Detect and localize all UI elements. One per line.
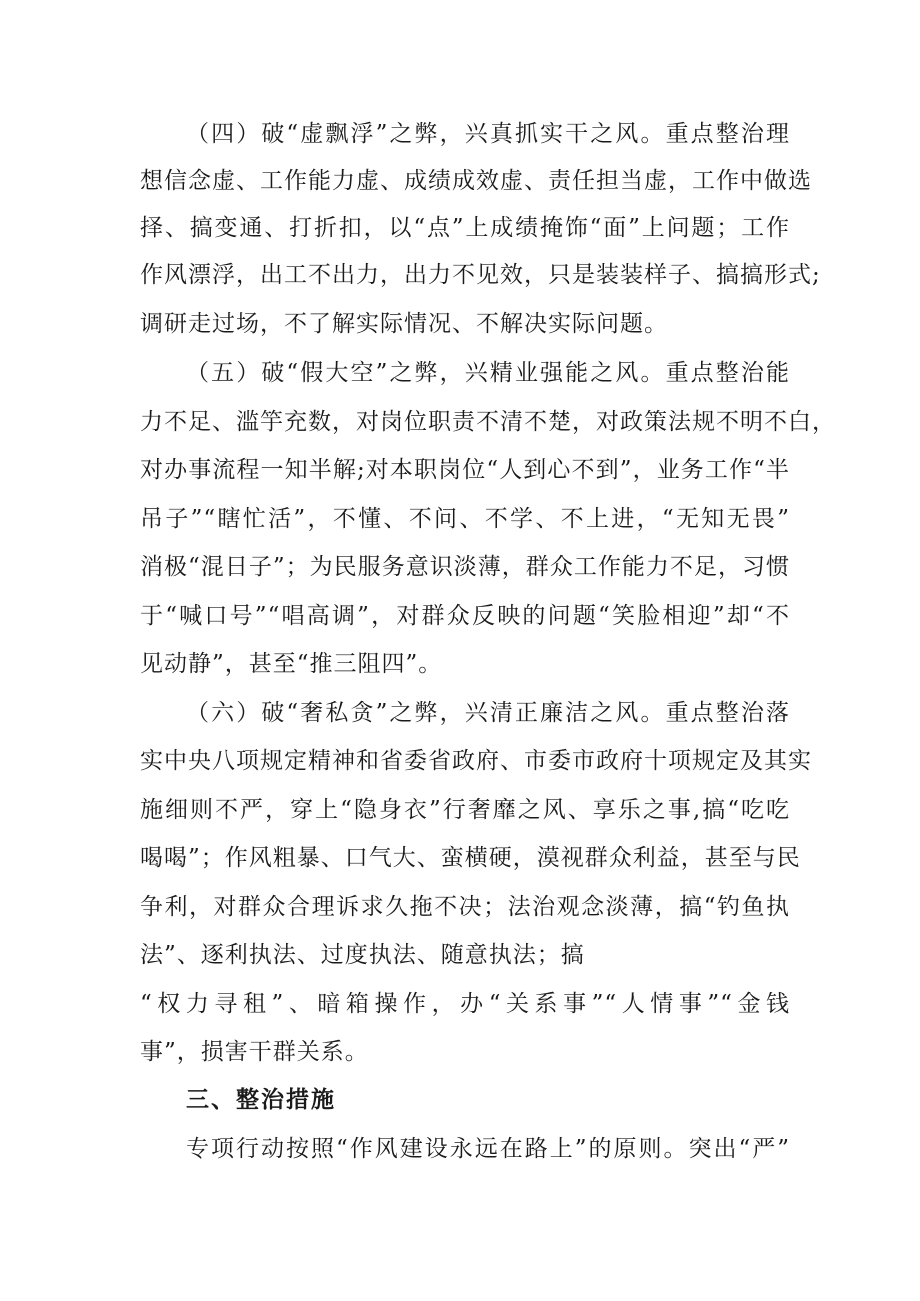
paragraph-6-line-6: 法”、逐利执法、过度执法、随意执法；搞 [140, 942, 585, 968]
paragraph-5-line-7: 见动静”，甚至“推三阻四”。 [140, 651, 443, 677]
paragraph-4-line-3: 择、搞变通、打折扣，以“点”上成绩掩饰“面”上问题；工作 [140, 215, 790, 241]
paragraph-6-line-1: （六）破“奢私贪”之弊，兴清正廉洁之风。重点整治落 [186, 700, 790, 726]
paragraph-4-line-1: （四）破“虚飘浮”之弊，兴真抓实干之风。重点整治理 [186, 121, 790, 147]
paragraph-4-line-2: 想信念虚、工作能力虚、成绩成效虚、责任担当虚，工作中做选 [140, 168, 812, 194]
paragraph-4-line-5: 调研走过场，不了解实际情况、不解决实际问题。 [140, 311, 668, 337]
measures-paragraph-line-1: 专项行动按照“作风建设永远在路上”的原则。突出“严” [186, 1136, 790, 1162]
paragraph-6-line-2: 实中央八项规定精神和省委省政府、市委市政府十项规定及其实 [140, 748, 812, 774]
paragraph-5-line-5: 消极“混日子”；为民服务意识淡薄，群众工作能力不足，习惯 [140, 554, 790, 580]
paragraph-6-line-8: 事”，损害干群关系。 [140, 1039, 369, 1065]
section-heading: 三、整治措施 [186, 1087, 336, 1113]
paragraph-5-line-1: （五）破“假大空”之弊，兴精业强能之风。重点整治能 [186, 360, 790, 386]
paragraph-6-line-4: 喝喝”；作风粗暴、口气大、蛮横硬，漠视群众利益，甚至与民 [140, 845, 801, 871]
paragraph-5-line-3: 对办事流程一知半解;对本职岗位“人到心不到”，业务工作“半 [140, 457, 790, 483]
paragraph-6-line-3: 施细则不严，穿上“隐身衣”行奢靡之风、享乐之事,搞“吃吃 [140, 797, 790, 823]
paragraph-5-line-4: 吊子”“瞎忙活”，不懂、不问、不学、不上进，“无知无畏” [140, 506, 790, 532]
paragraph-5-line-2: 力不足、滥竽充数，对岗位职责不清不楚，对政策法规不明不白， [140, 409, 836, 435]
paragraph-4-line-4: 作风漂浮，出工不出力，出力不见效，只是装装样子、搞搞形式; [140, 262, 821, 288]
paragraph-5-line-6: 于“喊口号”“唱高调”，对群众反映的问题“笑脸相迎”却“不 [140, 603, 790, 629]
paragraph-6-line-5: 争利，对群众合理诉求久拖不决；法治观念淡薄，搞“钓鱼执 [140, 894, 790, 920]
paragraph-6-line-7: “权力寻租”、暗箱操作，办“关系事”“人情事”“金钱 [140, 991, 790, 1017]
